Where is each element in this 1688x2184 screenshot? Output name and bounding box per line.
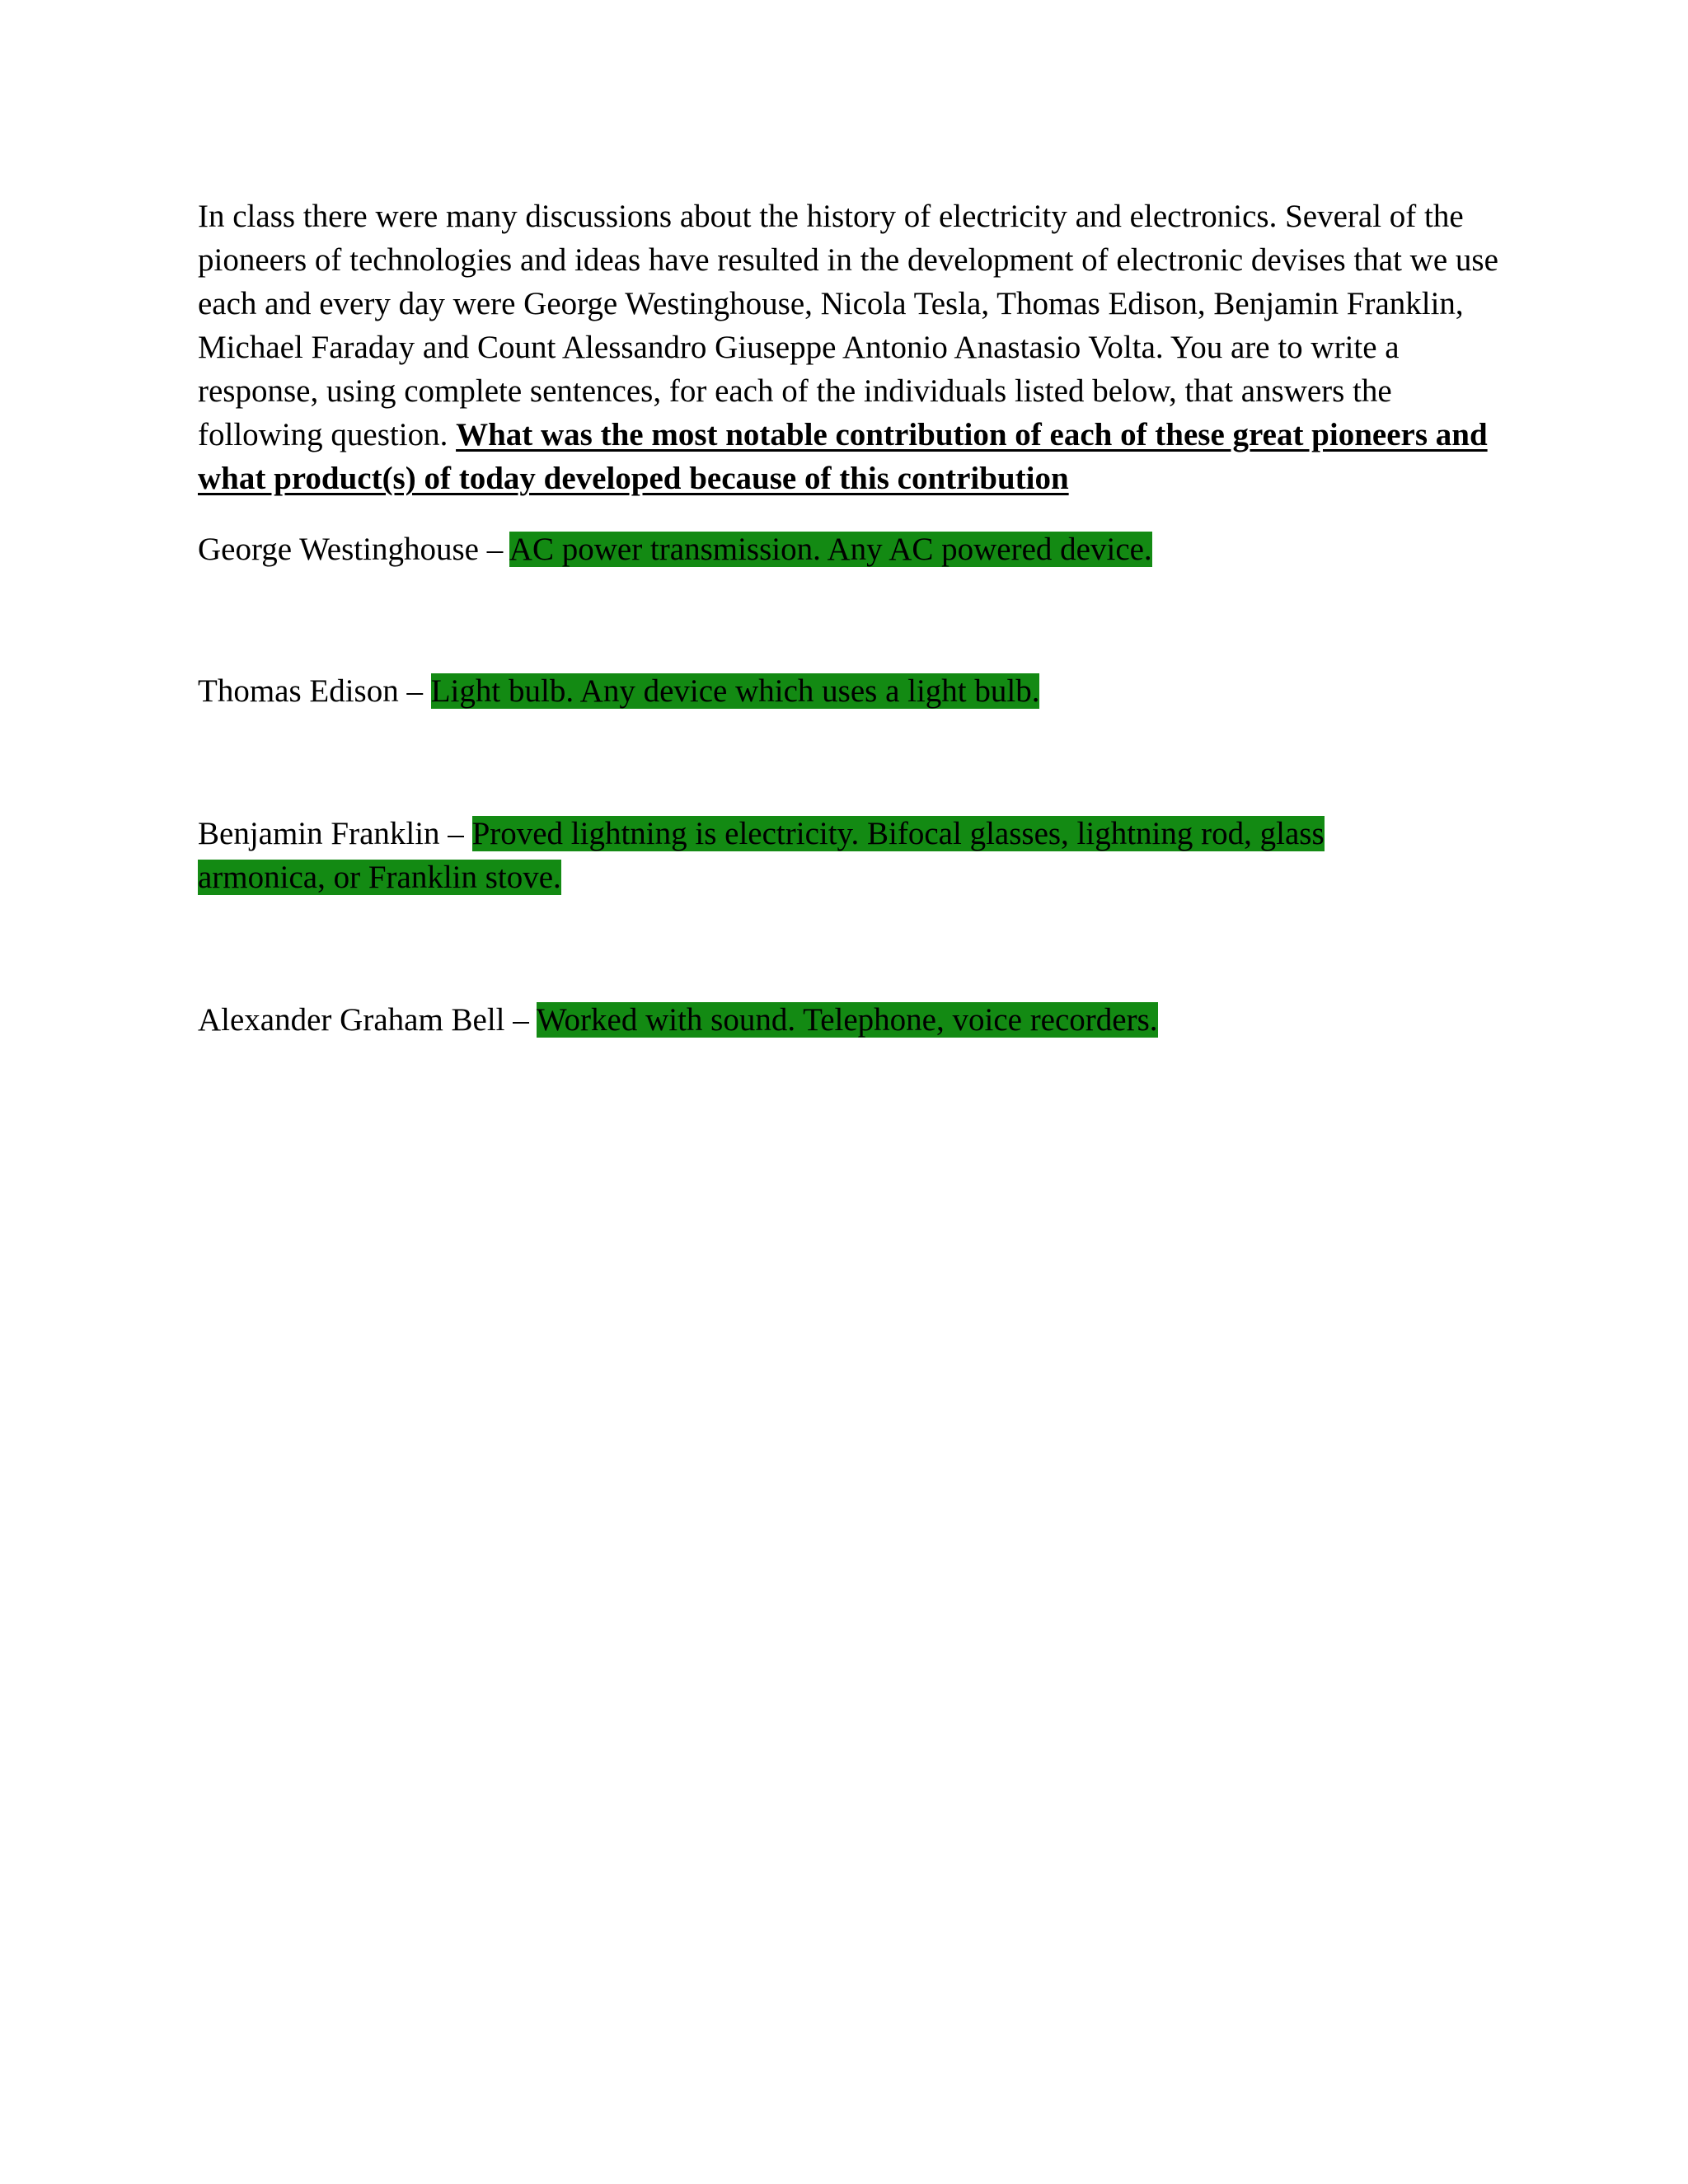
- highlighted-answer: AC power transmission. Any AC powered device.: [509, 532, 1152, 567]
- person-name: George Westinghouse –: [198, 532, 509, 567]
- question-text: What was the most notable contribution of each of these great pioneers and what product(s) of today developed because of this contribution: [198, 417, 1488, 496]
- person-name: Benjamin Franklin –: [198, 816, 472, 851]
- answer-row-edison: [198, 669, 1500, 713]
- highlighted-answer: Light bulb. Any device which uses a light bulb.: [430, 673, 1040, 709]
- person-name: Thomas Edison –: [198, 673, 431, 709]
- intro-text: In class there were many discussions about the history of electricity and electronics. Several of the pioneers of technologies and ideas have resulted in the development of electronic devises that we use each and every day were George Westinghouse, Nicola Tesla, Thomas Edison, Benjamin Franklin, Michael Faraday and Count Alessandro Giuseppe Antonio Anastasio Volta. You are to write a response, using complete sentences, for each of the individuals listed below, that answers the following question.: [198, 199, 1498, 452]
- highlighted-answer: Proved lightning is electricity. Bifocal glasses, lightning rod, glass armonica, or Franklin stove.: [198, 816, 1325, 895]
- answer-row-franklin: [198, 812, 1434, 899]
- answer-row-bell: [198, 998, 1500, 1042]
- person-name: Alexander Graham Bell –: [198, 1002, 537, 1038]
- highlighted-answer: Worked with sound. Telephone, voice recorders.: [536, 1002, 1158, 1038]
- intro-paragraph: [198, 194, 1500, 500]
- answer-row-westinghouse: [198, 527, 1500, 571]
- intro-block: [198, 194, 1500, 500]
